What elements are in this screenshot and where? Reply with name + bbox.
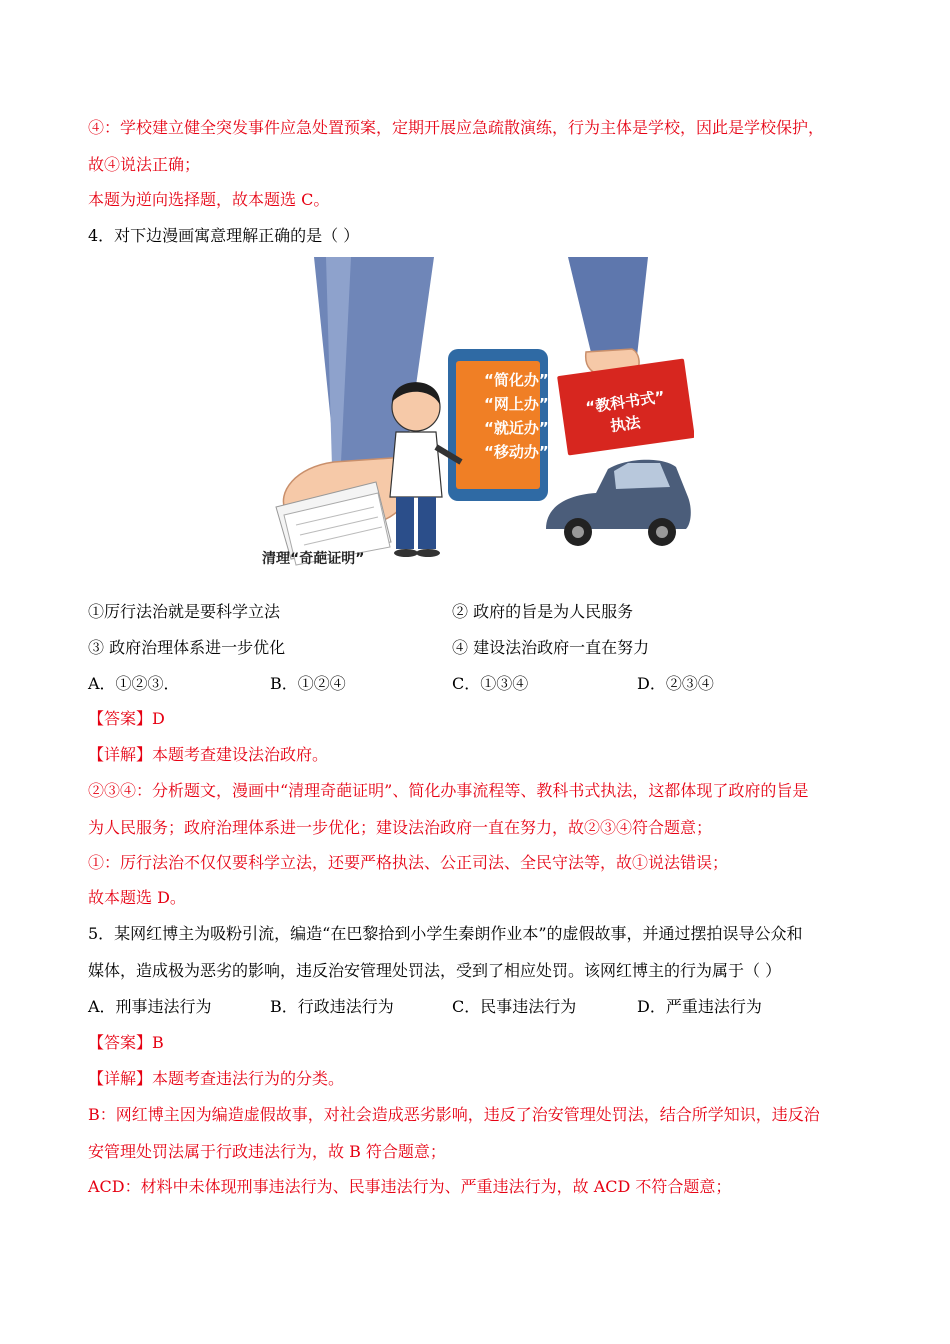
explanation-line: ④：学校建立健全突发事件应急处置预案，定期开展应急疏散演练，行为主体是学校，因此是学校保护，	[88, 118, 825, 137]
explanation-line: 为人民服务；政府治理体系进一步优化；建设法治政府一直在努力，故②③④符合题意；	[88, 818, 713, 837]
option-a: A．刑事违法行为	[88, 997, 212, 1016]
detail-text: 本题考查建设法治政府。	[152, 745, 329, 764]
statement-4: ④ 建设法治政府一直在努力	[452, 638, 650, 657]
answer-line	[88, 709, 165, 729]
option-c: C．①③④	[452, 674, 529, 693]
phone-text-2: “网上办”	[484, 395, 549, 413]
card-text-1: “教科书式”	[584, 387, 666, 417]
conclusion-line: 故本题选 D。	[88, 888, 186, 907]
card-text-2: 执法	[609, 413, 642, 436]
phone-text-4: “移动办”	[484, 443, 549, 461]
answer-value: B	[152, 1033, 164, 1052]
explanation-line: ①：厉行法治不仅仅要科学立法，还要严格执法、公正司法、全民守法等，故①说法错误；	[88, 853, 729, 872]
detail-text: 本题考查违法行为的分类。	[152, 1069, 345, 1088]
explanation-line: 故④说法正确；	[88, 155, 201, 174]
question-5-stem: 5．某网红博主为吸粉引流，编造“在巴黎拾到小学生秦朗作业本”的虚假故事，并通过摆拍误导公众和	[88, 924, 803, 943]
explanation-line: 安管理处罚法属于行政违法行为，故 B 符合题意；	[88, 1142, 446, 1161]
option-a: A．①②③．	[88, 674, 180, 693]
question-4-stem: 4．对下边漫画寓意理解正确的是（ ）	[88, 226, 360, 245]
option-d: D．严重违法行为	[637, 997, 762, 1016]
question-5-stem: 媒体，造成极为恶劣的影响，违反治安管理处罚法，受到了相应处罚。该网红博主的行为属于（ ）	[88, 961, 782, 980]
explanation-line: ②③④：分析题文，漫画中“清理奇葩证明”、简化办事流程等、教科书式执法，这都体现了政府的旨是	[88, 781, 809, 800]
answer-line	[88, 1033, 164, 1053]
detail-tag: 【详解】	[88, 745, 153, 764]
detail-line	[88, 745, 328, 765]
cartoon-caption: 清理“奇葩证明”	[262, 551, 365, 567]
statement-2: ② 政府的旨是为人民服务	[452, 602, 634, 621]
detail-line	[88, 1069, 344, 1089]
cartoon-illustration	[256, 257, 694, 571]
answer-tag: 【答案】	[88, 709, 153, 728]
detail-tag: 【详解】	[88, 1069, 153, 1088]
statement-3: ③ 政府治理体系进一步优化	[88, 638, 286, 657]
statement-1: ①厉行法治就是要科学立法	[88, 602, 281, 621]
explanation-line: ACD：材料中未体现刑事违法行为、民事违法行为、严重违法行为，故 ACD 不符合题意；	[88, 1177, 732, 1196]
option-c: C．民事违法行为	[452, 997, 577, 1016]
conclusion-line: 本题为逆向选择题，故本题选 C。	[88, 190, 330, 209]
option-d: D．②③④	[637, 674, 714, 693]
option-b: B．①②④	[270, 674, 346, 693]
option-b: B．行政违法行为	[270, 997, 394, 1016]
answer-value: D	[152, 709, 165, 728]
explanation-line: B：网红博主因为编造虚假故事，对社会造成恶劣影响，违反了治安管理处罚法，结合所学知识，违反治	[88, 1105, 820, 1124]
phone-text-1: “简化办”	[484, 371, 549, 389]
answer-tag: 【答案】	[88, 1033, 153, 1052]
phone-text-3: “就近办”	[484, 419, 549, 437]
